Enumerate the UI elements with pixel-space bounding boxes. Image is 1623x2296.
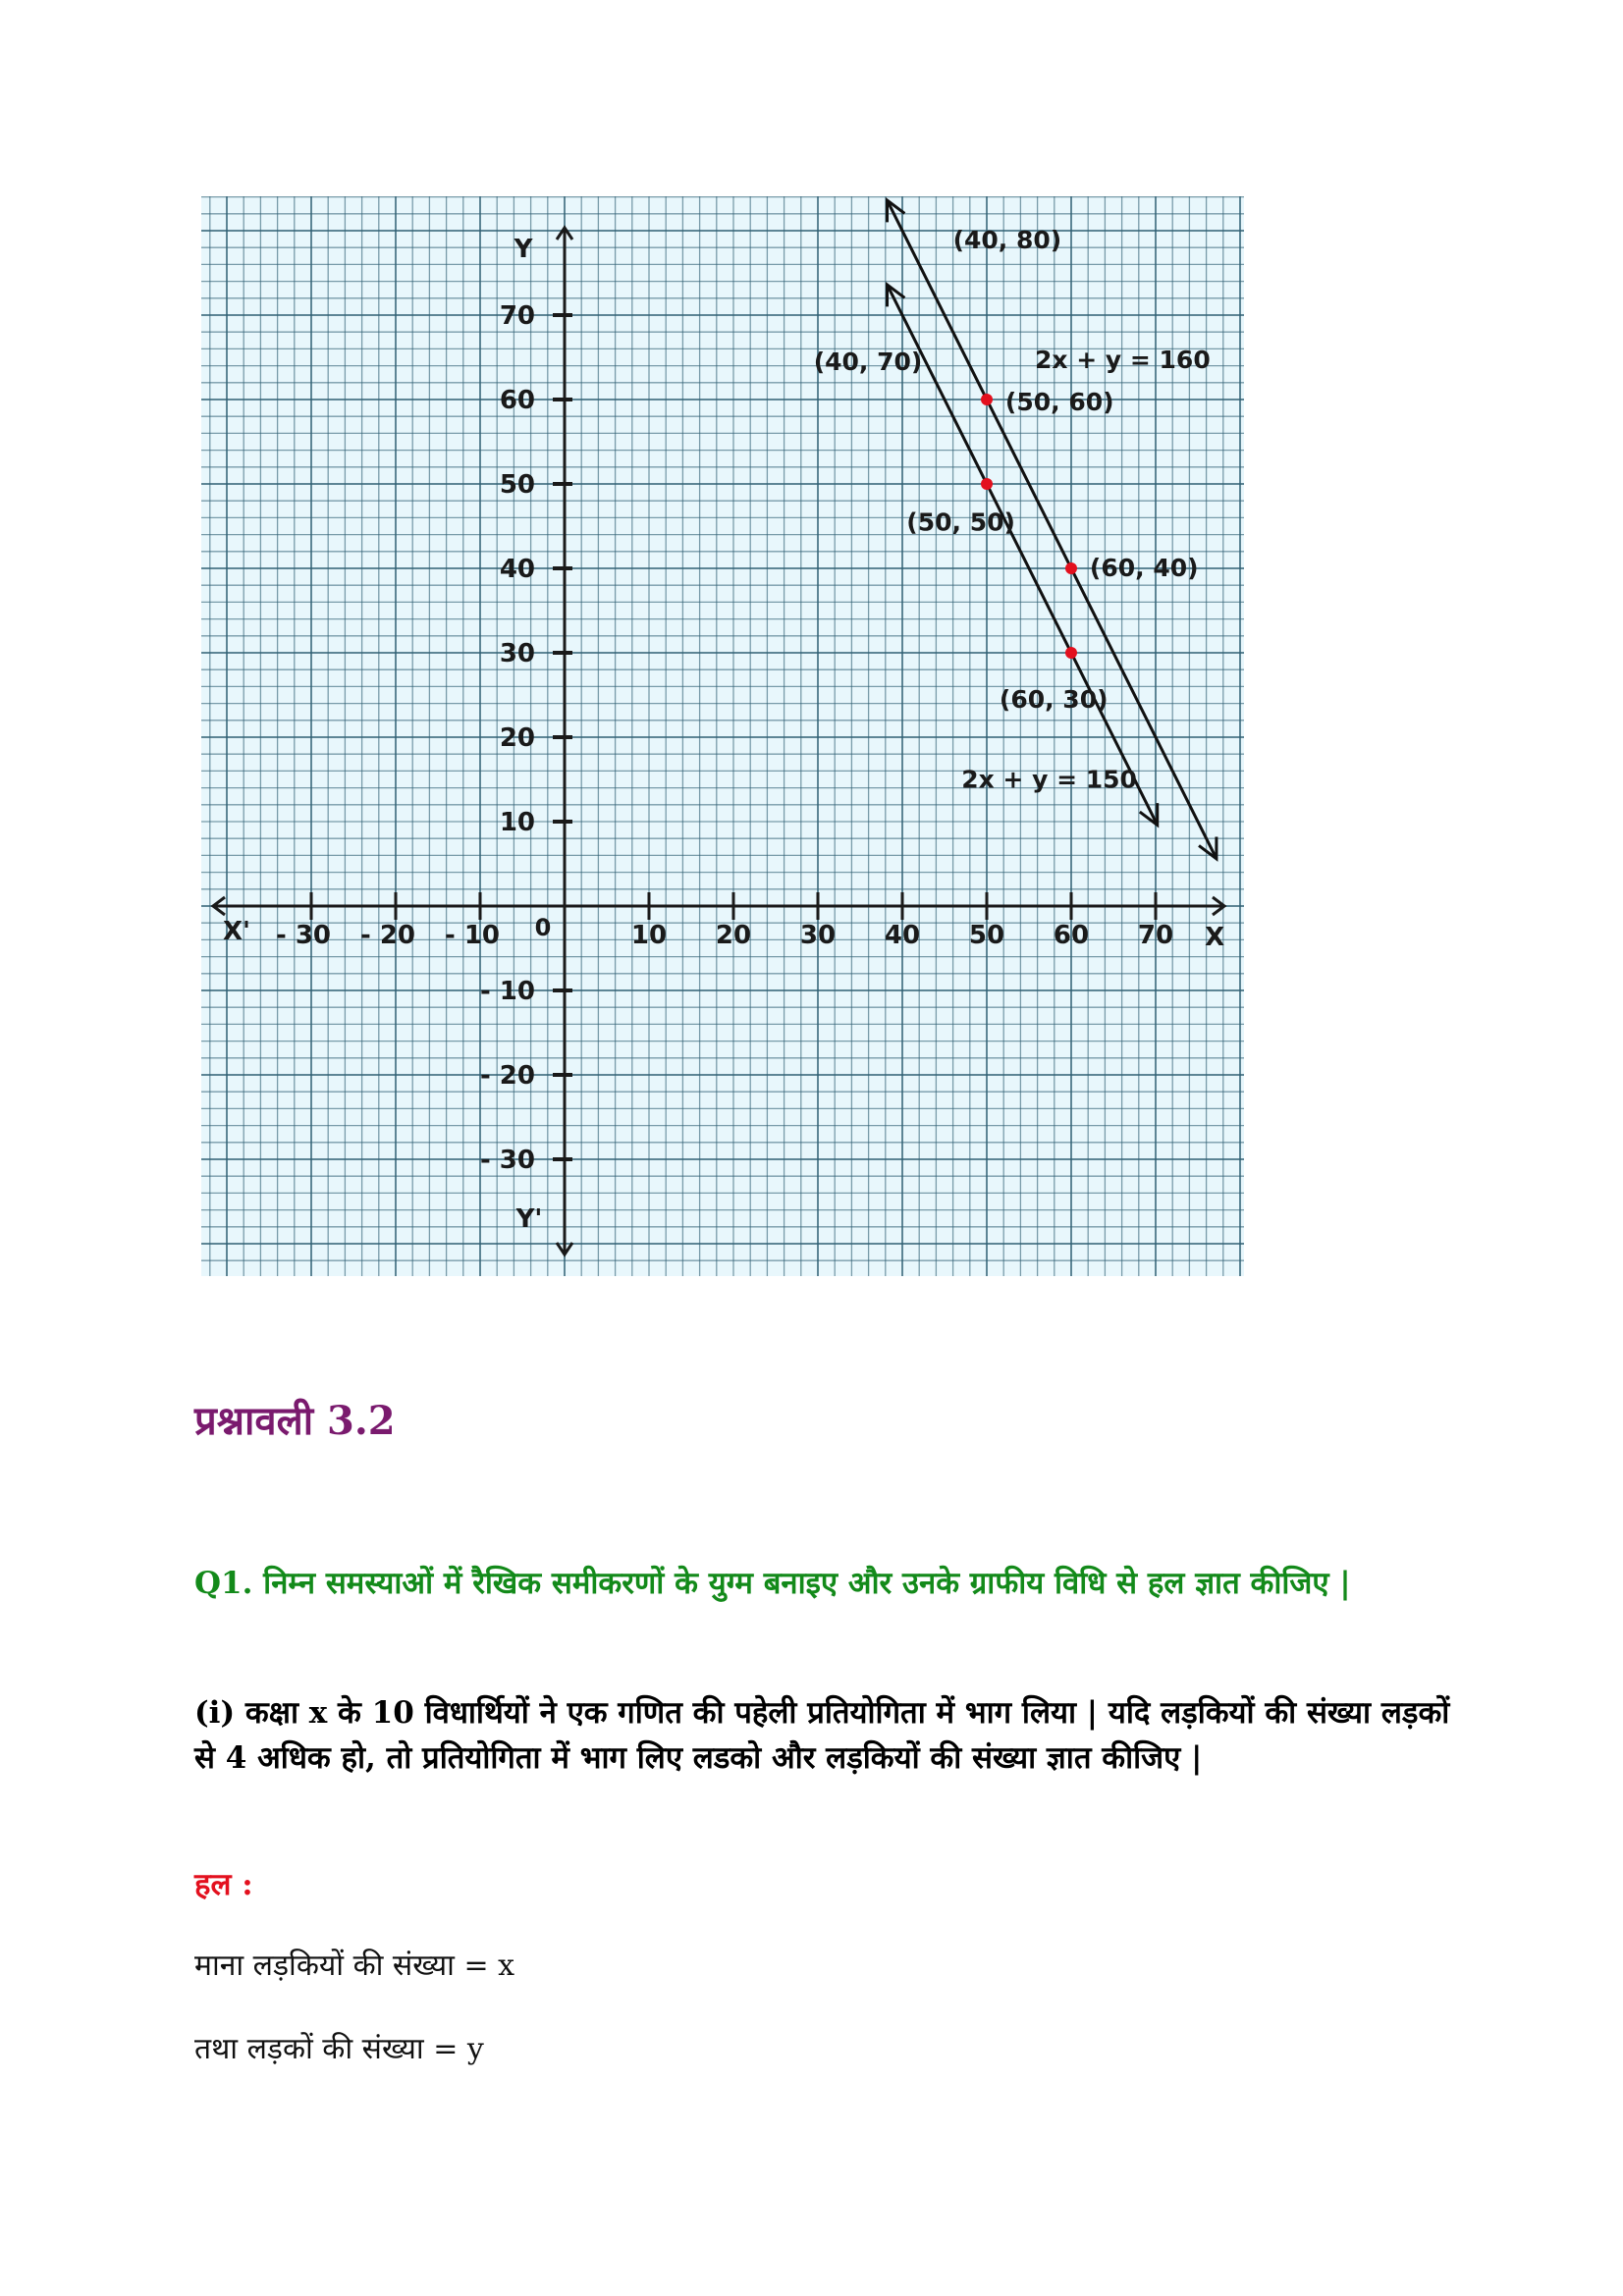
equation-label-160: 2x + y = 160: [1035, 346, 1211, 375]
y-tick-label: 20: [499, 723, 535, 753]
point-label: (60, 30): [999, 684, 1109, 714]
y-tick-label: - 30: [479, 1146, 535, 1175]
x-tick-label: 70: [1137, 921, 1174, 950]
y-tick-label: 30: [499, 639, 535, 668]
linear-equations-graph: [201, 196, 1244, 1276]
x-axis-label: X: [1205, 923, 1225, 952]
data-point: [1065, 647, 1077, 659]
point-label: (60, 40): [1089, 554, 1199, 582]
data-point: [981, 478, 993, 490]
x-tick-label: - 30: [275, 921, 332, 950]
x-tick-label: 60: [1053, 921, 1090, 950]
y-tick-label: 10: [499, 808, 535, 837]
origin-label: 0: [534, 914, 552, 941]
question-1-part-i: (i) कक्षा x के 10 विधार्थियों ने एक गणित की पहेली प्रतियोगिता में भाग लिया | यदि लड़कियों की संख्या लड़कों से 4 अधिक हो, तो प्रतियोगिता में भाग लिए लडको और लड़कियों की संख्या ज्ञात कीजिए |: [194, 1695, 1450, 1776]
solution-line-1: माना लड़कियों की संख्या = x: [194, 1949, 515, 1983]
y-negative-axis-label: Y': [515, 1204, 543, 1234]
x-tick-label: 10: [630, 921, 668, 950]
point-label: (40, 70): [813, 347, 923, 376]
equation-label-150: 2x + y = 150: [961, 765, 1137, 794]
point-label: (50, 50): [906, 507, 1015, 537]
solution-line-2: तथा लड़कों की संख्या = y: [194, 2032, 484, 2066]
x-negative-axis-label: X': [223, 917, 251, 946]
y-tick-label: 70: [499, 301, 535, 331]
x-tick-label: - 20: [359, 921, 416, 950]
question-1: Q1. निम्न समस्याओं में रैखिक समीकरणों के युग्म बनाइए और उनके ग्राफीय विधि से हल ज्ञात कीजिए |: [194, 1566, 1351, 1601]
y-tick-label: 40: [499, 555, 535, 584]
y-tick-label: - 20: [479, 1061, 535, 1091]
y-axis-label: Y: [514, 235, 533, 264]
exercise-heading: प्रश्नावली 3.2: [194, 1398, 396, 1444]
x-tick-label: 40: [884, 921, 921, 950]
x-tick-label: 50: [968, 921, 1005, 950]
point-label: (50, 60): [1004, 388, 1114, 416]
graph-paper-figure: [201, 196, 1244, 1276]
y-tick-label: 50: [499, 470, 535, 500]
solution-label: हल :: [194, 1867, 253, 1902]
data-point: [981, 394, 993, 405]
y-tick-label: 60: [499, 386, 535, 415]
x-tick-label: - 10: [444, 921, 501, 950]
x-tick-label: 20: [715, 921, 752, 950]
y-tick-label: - 10: [479, 977, 535, 1006]
x-tick-label: 30: [799, 921, 837, 950]
point-label: (40, 80): [952, 226, 1062, 254]
data-point: [1065, 562, 1077, 574]
